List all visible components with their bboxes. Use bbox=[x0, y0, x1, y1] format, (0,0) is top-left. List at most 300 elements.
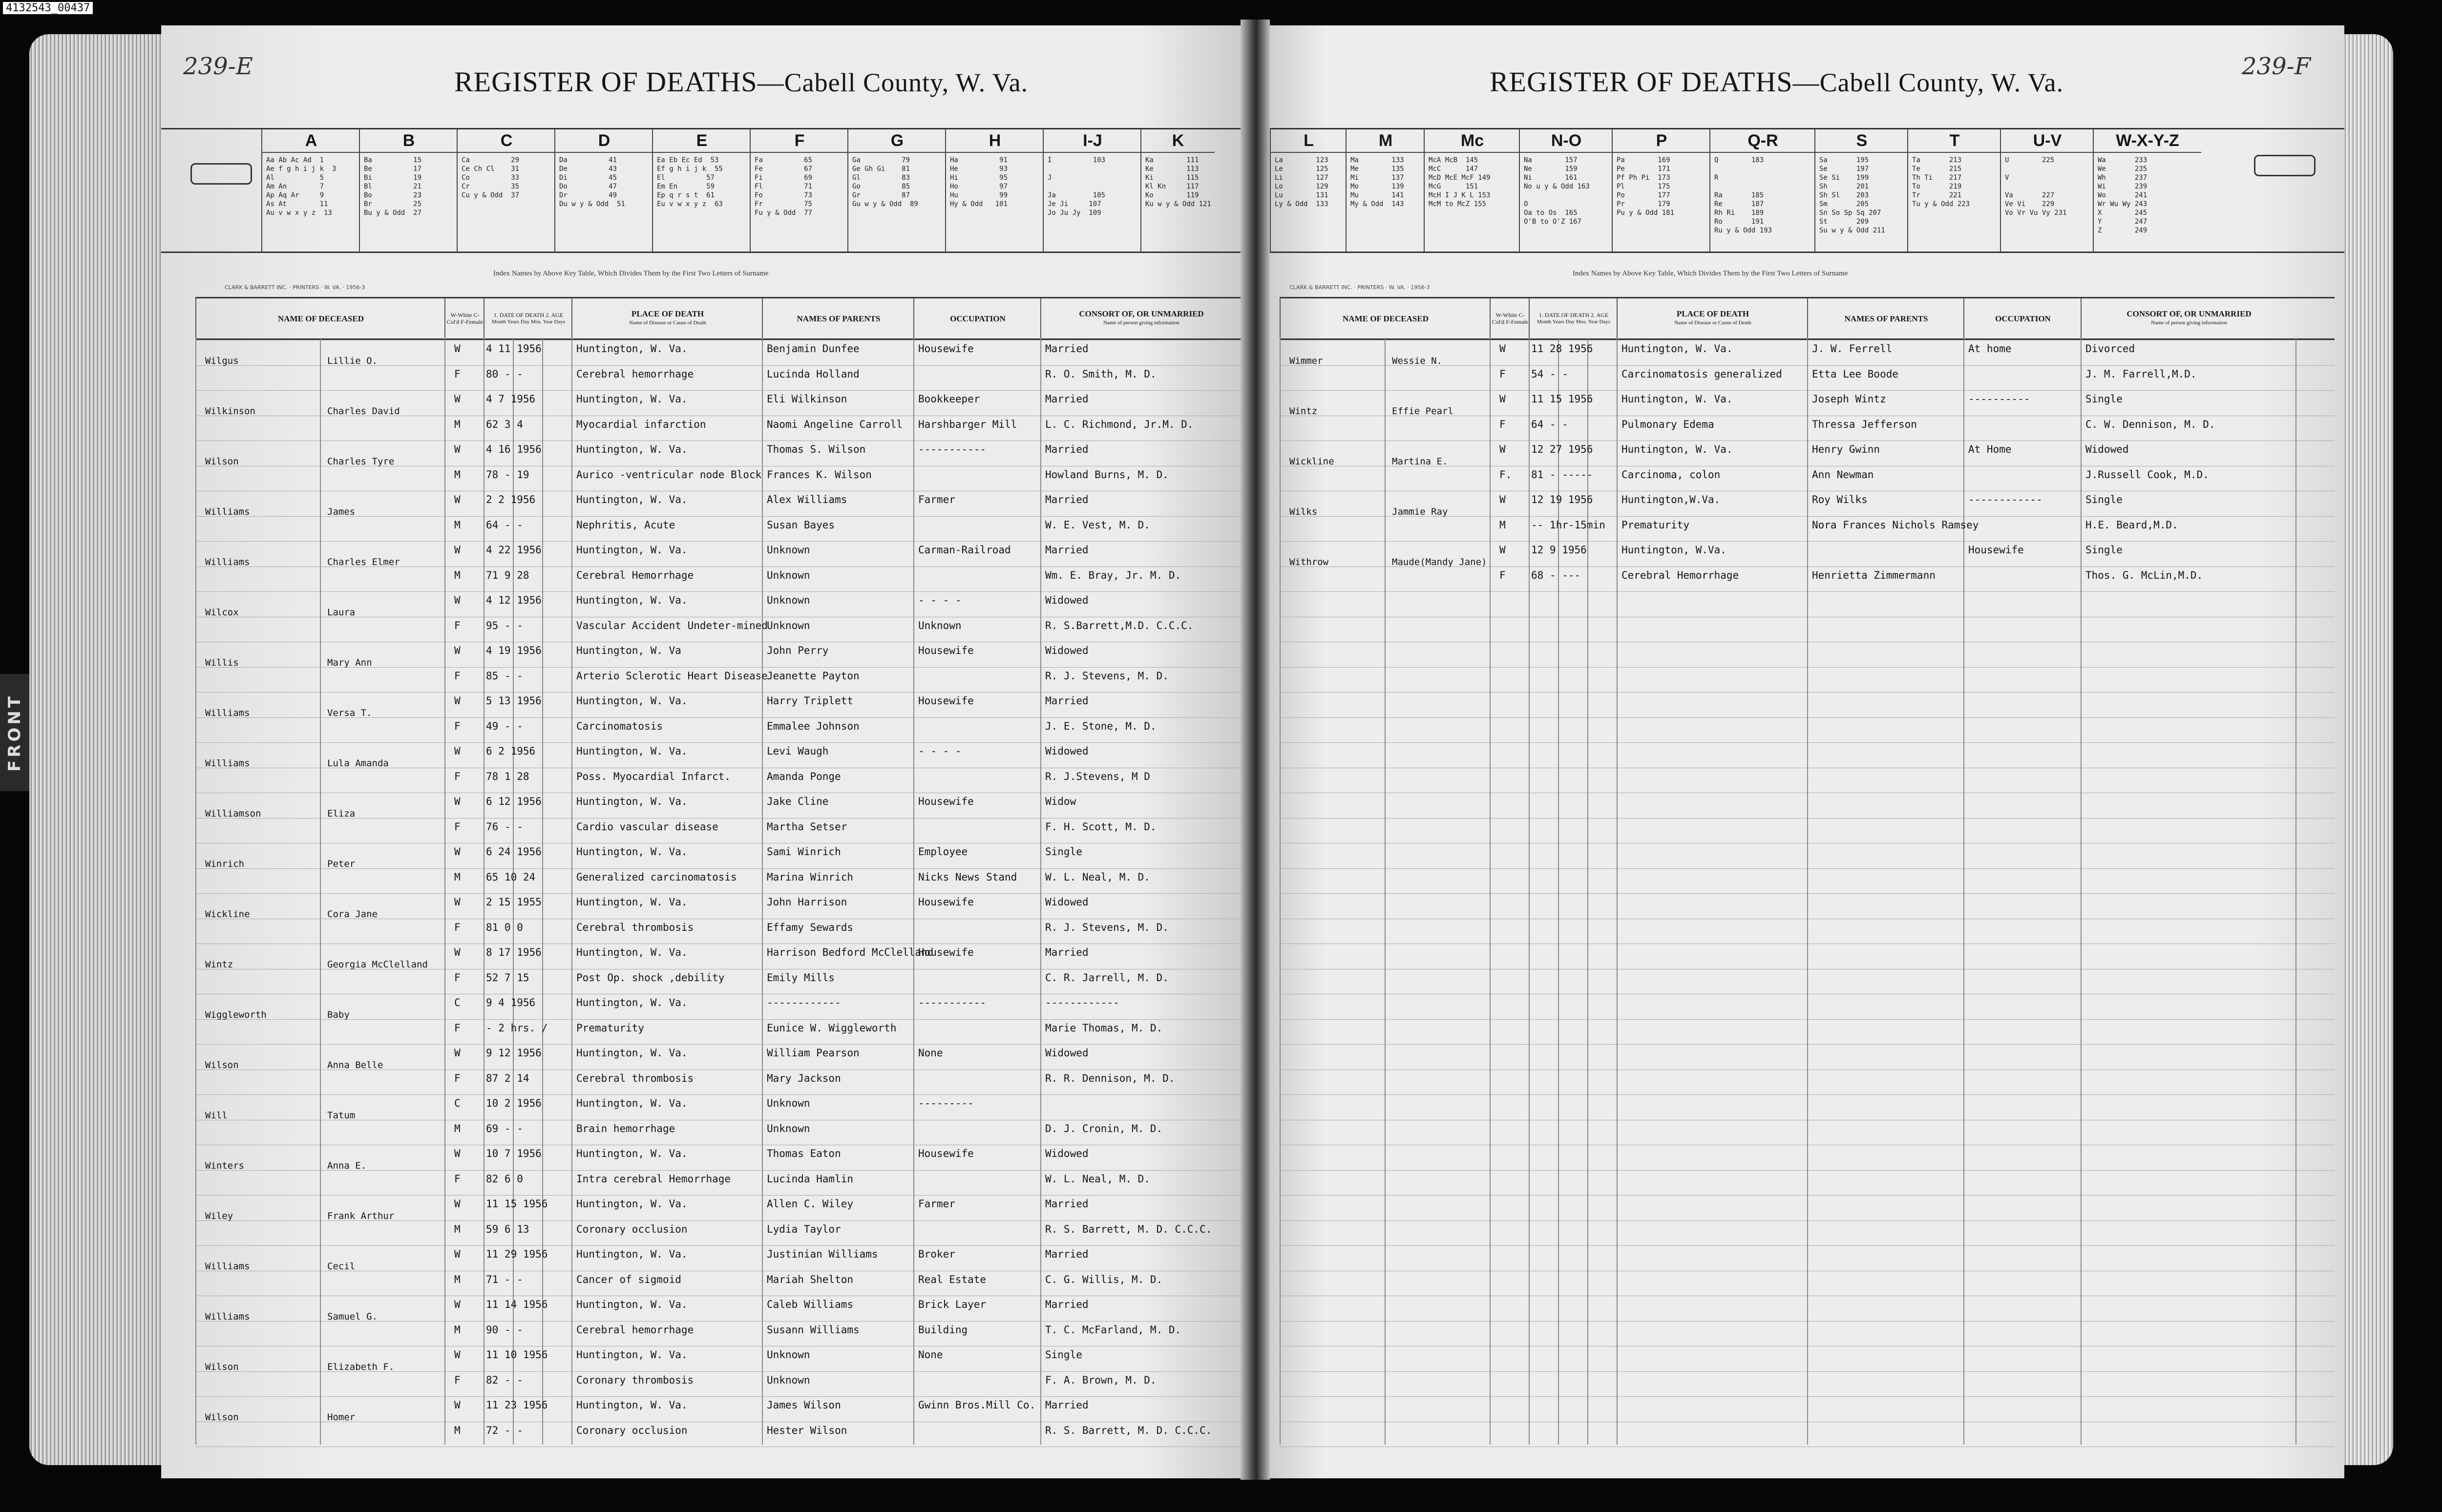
given-name: Charles Tyre bbox=[327, 456, 395, 467]
date-age-value: 76 - - bbox=[486, 820, 523, 833]
color-sex-value: W bbox=[1499, 494, 1506, 505]
occupation-value: None bbox=[918, 1349, 943, 1361]
surname: Wilson bbox=[205, 1411, 239, 1423]
occupation-value: Housewife bbox=[918, 1148, 974, 1159]
occupation-value: Farmer bbox=[918, 1198, 955, 1210]
date-age-value: 11 14 1956 bbox=[486, 1299, 548, 1310]
column-headers bbox=[195, 297, 1241, 340]
date-age-value: 11 29 1956 bbox=[486, 1248, 548, 1260]
parent-name: Ann Newman bbox=[1812, 468, 1874, 481]
color-sex-value: M bbox=[454, 1273, 461, 1285]
marital-status: Married bbox=[1045, 1198, 1089, 1210]
date-age-value: 81 - ----- bbox=[1531, 468, 1593, 481]
given-name: Jammie Ray bbox=[1392, 506, 1448, 517]
marital-status: Divorced bbox=[2085, 343, 2135, 355]
marital-status: Widowed bbox=[1045, 896, 1089, 908]
book-page-edges-right bbox=[2339, 34, 2393, 1465]
col-name-of-deceased-label: NAME OF DECEASED bbox=[1343, 314, 1429, 323]
cause-of-death: Cerebral Hemorrhage bbox=[1621, 569, 1739, 581]
key-column bbox=[945, 129, 1044, 252]
date-age-value: 5 13 1956 bbox=[486, 695, 542, 707]
parent-name: Lucinda Hamlin bbox=[767, 1173, 854, 1185]
color-sex-value: F bbox=[454, 1022, 461, 1034]
date-age-value: 68 - --- bbox=[1531, 569, 1581, 581]
place-of-death: Huntington, W. Va. bbox=[576, 1299, 688, 1310]
parent-name: Susan Bayes bbox=[767, 519, 835, 531]
col-date-of-death-sublabel: Month Years Day Mos. Year Days bbox=[491, 319, 566, 325]
marital-status: Married bbox=[1045, 494, 1089, 505]
key-ranges: Ba 15 Be 17 Bi 19 Bl 21 Bo 23 Br 25 Bu y & Odd 27 bbox=[364, 156, 422, 217]
parent-name: Henrietta Zimmermann bbox=[1812, 569, 1936, 581]
color-sex-value: F bbox=[454, 921, 461, 933]
parent-name: Levi Waugh bbox=[767, 745, 829, 757]
parent-name: Alex Williams bbox=[767, 494, 847, 505]
occupation-value: Housewife bbox=[918, 695, 974, 707]
key-ranges: Da 41 De 43 Di 45 Do 47 Dr 49 Du w y & Odd 51 bbox=[559, 156, 625, 208]
color-sex-value: W bbox=[454, 695, 461, 707]
date-age-value: 11 15 1956 bbox=[486, 1198, 548, 1210]
parent-name: Allen C. Wiley bbox=[767, 1198, 854, 1210]
cause-of-death: Prematurity bbox=[1621, 519, 1690, 531]
given-name: Elizabeth F. bbox=[327, 1361, 395, 1372]
color-sex-value: W bbox=[454, 594, 461, 606]
right-page bbox=[1260, 25, 2344, 1478]
given-name: Versa T. bbox=[327, 707, 372, 718]
key-letter: M bbox=[1347, 129, 1425, 153]
occupation-value: Carman-Railroad bbox=[918, 544, 1011, 556]
given-name: Eliza bbox=[327, 808, 356, 819]
informant-name: J. E. Stone, M. D. bbox=[1045, 720, 1157, 732]
cause-of-death: Cardio vascular disease bbox=[576, 820, 718, 833]
surname: Wintz bbox=[1289, 405, 1318, 417]
date-age-value: 81 0 0 bbox=[486, 921, 523, 933]
marital-status: Married bbox=[1045, 695, 1089, 707]
occupation-value: Gwinn Bros.Mill Co. bbox=[918, 1399, 1036, 1411]
key-letter: T bbox=[1908, 129, 2001, 153]
col-consort bbox=[2081, 298, 2296, 338]
informant-name: R. J. Stevens, M. D. bbox=[1045, 670, 1169, 682]
date-age-value: 87 2 14 bbox=[486, 1072, 529, 1084]
date-age-value: 11 15 1956 bbox=[1531, 393, 1593, 405]
occupation-value: Building bbox=[918, 1323, 968, 1336]
parent-name: Naomi Angeline Carroll bbox=[767, 418, 903, 430]
key-letter: K bbox=[1141, 129, 1215, 153]
color-sex-value: M bbox=[454, 1223, 461, 1235]
marital-status: Married bbox=[1045, 1399, 1089, 1411]
ruling-line bbox=[195, 1245, 1241, 1246]
color-sex-value: F bbox=[454, 820, 461, 833]
date-age-value: 90 - - bbox=[486, 1323, 523, 1336]
cause-of-death: Coronary occlusion bbox=[576, 1223, 688, 1235]
color-sex-value: C bbox=[454, 997, 461, 1008]
color-sex-value: M bbox=[454, 871, 461, 883]
parent-name: Etta Lee Boode bbox=[1812, 368, 1899, 380]
informant-name: R. O. Smith, M. D. bbox=[1045, 368, 1157, 380]
given-name: Laura bbox=[327, 607, 356, 618]
date-age-value: 11 10 1956 bbox=[486, 1349, 548, 1361]
given-name: Cecil bbox=[327, 1260, 356, 1272]
column-rule bbox=[542, 338, 543, 1445]
cause-of-death: Cancer of sigmoid bbox=[576, 1273, 681, 1285]
marital-status: Married bbox=[1045, 1248, 1089, 1260]
column-rule bbox=[1529, 338, 1530, 1445]
date-age-value: 95 - - bbox=[486, 619, 523, 631]
key-letter: E bbox=[653, 129, 751, 153]
key-column bbox=[1709, 129, 1815, 252]
parent-name: Emily Mills bbox=[767, 971, 835, 984]
place-of-death: Huntington, W. Va. bbox=[576, 1349, 688, 1361]
col-date-of-death-sublabel: Month Years Day Mos. Year Days bbox=[1537, 319, 1611, 325]
col-consort-sublabel: Name of person giving information bbox=[2151, 320, 2227, 326]
surname: Withrow bbox=[1289, 556, 1329, 567]
color-sex-value: W bbox=[454, 1248, 461, 1260]
key-column bbox=[1612, 129, 1710, 252]
index-key-table bbox=[161, 128, 1251, 253]
date-age-value: 12 9 1956 bbox=[1531, 544, 1587, 556]
col-place-of-death-sublabel: Name of Disease or Cause of Death bbox=[1674, 320, 1751, 326]
parent-name: Unknown bbox=[767, 1097, 810, 1109]
key-letter: H bbox=[946, 129, 1044, 153]
place-of-death: Huntington, W. Va. bbox=[576, 594, 688, 606]
left-page bbox=[161, 25, 1251, 1478]
ruling-line bbox=[195, 1019, 1241, 1020]
column-rule bbox=[444, 338, 445, 1445]
place-of-death: Huntington, W. Va. bbox=[576, 846, 688, 858]
occupation-value: ---------- bbox=[1968, 393, 2030, 405]
file-id-label: 4132543_00437 bbox=[3, 2, 93, 14]
color-sex-value: M bbox=[454, 1424, 461, 1436]
key-ranges: Ha 91 He 93 Hi 95 Ho 97 Hu 99 Hy & Odd 101 bbox=[950, 156, 1008, 208]
place-of-death: Huntington,W.Va. bbox=[1621, 494, 1721, 505]
surname: Wilcox bbox=[205, 607, 239, 618]
cause-of-death: Pulmonary Edema bbox=[1621, 418, 1714, 430]
marital-status: Married bbox=[1045, 1299, 1089, 1310]
occupation-value: - - - - bbox=[918, 745, 962, 757]
date-age-value: 78 1 28 bbox=[486, 770, 529, 782]
surname: Wiggleworth bbox=[205, 1009, 267, 1020]
book-gutter bbox=[1241, 20, 1270, 1480]
marital-status: Single bbox=[2085, 393, 2123, 405]
cause-of-death: Post Op. shock ,debility bbox=[576, 971, 725, 984]
key-letter: Q-R bbox=[1710, 129, 1815, 153]
color-sex-value: F bbox=[454, 368, 461, 380]
date-age-value: 12 27 1956 bbox=[1531, 443, 1593, 455]
ruling-line bbox=[195, 1044, 1241, 1045]
color-sex-value: M bbox=[454, 1122, 461, 1134]
occupation-value: None bbox=[918, 1047, 943, 1059]
color-sex-value: W bbox=[454, 494, 461, 505]
color-sex-value: M bbox=[454, 569, 461, 581]
color-sex-value: F bbox=[1499, 569, 1506, 581]
cause-of-death: Generalized carcinomatosis bbox=[576, 871, 737, 883]
date-age-value: 78 - 19 bbox=[486, 468, 529, 481]
informant-name: W. L. Neal, M. D. bbox=[1045, 871, 1150, 883]
printer-line: CLARK & BARRETT INC. · PRINTERS · W. VA. · 1956-3 bbox=[225, 284, 365, 291]
parent-name: Jake Cline bbox=[767, 796, 829, 807]
place-of-death: Huntington, W. Va. bbox=[576, 1248, 688, 1260]
surname: Williams bbox=[205, 556, 250, 567]
informant-name: Thos. G. McLin,M.D. bbox=[2085, 569, 2203, 581]
front-tab: FRONT bbox=[0, 674, 29, 791]
key-column bbox=[750, 129, 848, 252]
key-letter: Mc bbox=[1425, 129, 1520, 153]
col-name-of-deceased bbox=[1280, 298, 1491, 338]
key-letter: D bbox=[555, 129, 653, 153]
page-title: REGISTER OF DEATHS—Cabell County, W. Va. bbox=[1490, 66, 2064, 98]
date-age-value: 71 9 28 bbox=[486, 569, 529, 581]
occupation-value: Employee bbox=[918, 846, 968, 858]
place-of-death: Huntington, W. Va. bbox=[576, 544, 688, 556]
parent-name: Jeanette Payton bbox=[767, 670, 860, 682]
surname: Williamson bbox=[205, 808, 261, 819]
surname: Wilks bbox=[1289, 506, 1318, 517]
date-age-value: 4 16 1956 bbox=[486, 443, 542, 455]
cause-of-death: Cerebral hemorrhage bbox=[576, 1323, 694, 1336]
col-consort-sublabel: Name of person giving information bbox=[1103, 320, 1179, 326]
given-name: Tatum bbox=[327, 1110, 356, 1121]
color-sex-value: W bbox=[1499, 443, 1506, 455]
informant-name: R. R. Dennison, M. D. bbox=[1045, 1072, 1175, 1084]
occupation-value: Nicks News Stand bbox=[918, 871, 1017, 883]
color-sex-value: W bbox=[454, 645, 461, 656]
informant-name: C. G. Willis, M. D. bbox=[1045, 1273, 1163, 1285]
color-sex-value: F bbox=[454, 1173, 461, 1185]
cause-of-death: Cerebral thrombosis bbox=[576, 921, 694, 933]
ruling-line bbox=[195, 591, 1241, 592]
col-consort-label: CONSORT OF, OR UNMARRIED bbox=[1079, 309, 1204, 318]
ruling-line bbox=[195, 1396, 1241, 1397]
parent-name: Susann Williams bbox=[767, 1323, 860, 1336]
key-column bbox=[1270, 129, 1347, 252]
color-sex-value: W bbox=[454, 343, 461, 355]
marital-status: Married bbox=[1045, 946, 1089, 958]
date-age-value: 82 6 0 bbox=[486, 1173, 523, 1185]
marital-status: Widowed bbox=[1045, 1047, 1089, 1059]
parent-name: Mariah Shelton bbox=[767, 1273, 854, 1285]
date-age-value: 12 19 1956 bbox=[1531, 494, 1593, 505]
given-name: Anna E. bbox=[327, 1160, 367, 1171]
surname: Wilgus bbox=[205, 355, 239, 366]
cause-of-death: Cerebral Hemorrhage bbox=[576, 569, 694, 581]
parent-name: Mary Jackson bbox=[767, 1072, 841, 1084]
key-letter: A bbox=[262, 129, 360, 153]
date-age-value: 4 7 1956 bbox=[486, 393, 536, 405]
surname: Will bbox=[205, 1110, 228, 1121]
informant-name: Wm. E. Bray, Jr. M. D. bbox=[1045, 569, 1181, 581]
cause-of-death: Carcinomatosis bbox=[576, 720, 663, 732]
color-sex-value: M bbox=[454, 519, 461, 531]
marital-status: Single bbox=[2085, 544, 2123, 556]
date-age-value: -- 1hr-15min bbox=[1531, 519, 1605, 531]
parent-name: Unknown bbox=[767, 594, 810, 606]
key-letter: U-V bbox=[2001, 129, 2094, 153]
date-age-value: 6 2 1956 bbox=[486, 745, 536, 757]
place-of-death: Huntington, W. Va. bbox=[576, 1097, 688, 1109]
parent-name: Sami Winrich bbox=[767, 846, 841, 858]
informant-name: F. A. Brown, M. D. bbox=[1045, 1374, 1157, 1386]
cause-of-death: Vascular Accident Undeter-mined bbox=[576, 619, 768, 631]
color-sex-value: F bbox=[454, 971, 461, 984]
surname: Winrich bbox=[205, 858, 245, 869]
column-rule bbox=[195, 338, 196, 1445]
parent-name: Lucinda Holland bbox=[767, 368, 860, 380]
given-name: Baby bbox=[327, 1009, 350, 1020]
occupation-value: Housewife bbox=[1968, 544, 2024, 556]
col-consort bbox=[1040, 298, 1242, 338]
surname: Williams bbox=[205, 1260, 250, 1272]
ruling-line bbox=[195, 541, 1241, 542]
place-of-death: Huntington, W. Va. bbox=[576, 1148, 688, 1159]
cause-of-death: Intra cerebral Hemorrhage bbox=[576, 1173, 731, 1185]
key-column bbox=[652, 129, 751, 252]
cause-of-death: Carcinoma, colon bbox=[1621, 468, 1721, 481]
given-name: Lula Amanda bbox=[327, 757, 389, 769]
column-rule bbox=[1617, 338, 1618, 1445]
date-age-value: 2 2 1956 bbox=[486, 494, 536, 505]
date-age-value: 82 - - bbox=[486, 1374, 523, 1386]
key-letter: N-O bbox=[1520, 129, 1613, 153]
surname: Wilkinson bbox=[205, 405, 255, 417]
parent-name: James Wilson bbox=[767, 1399, 841, 1411]
parent-name: Joseph Wintz bbox=[1812, 393, 1886, 405]
column-rule bbox=[1807, 338, 1808, 1445]
color-sex-value: W bbox=[454, 544, 461, 556]
place-of-death: Huntington, W. Va. bbox=[576, 695, 688, 707]
key-column bbox=[1043, 129, 1141, 252]
surname: Williams bbox=[205, 757, 250, 769]
color-sex-value: F bbox=[454, 670, 461, 682]
key-column bbox=[847, 129, 946, 252]
informant-name: Howland Burns, M. D. bbox=[1045, 468, 1169, 481]
column-rule bbox=[1490, 338, 1491, 1445]
key-letter: P bbox=[1613, 129, 1710, 153]
key-letter: L bbox=[1271, 129, 1347, 153]
col-place-of-death bbox=[1617, 298, 1808, 338]
parent-name: Unknown bbox=[767, 544, 810, 556]
date-age-value: 10 7 1956 bbox=[486, 1148, 542, 1159]
surname: Wickline bbox=[1289, 456, 1334, 467]
color-sex-value: W bbox=[1499, 393, 1506, 405]
parent-name: Thomas S. Wilson bbox=[767, 443, 866, 455]
parent-name: Thomas Eaton bbox=[767, 1148, 841, 1159]
marital-status: Married bbox=[1045, 393, 1089, 405]
place-of-death: Huntington, W. Va. bbox=[576, 946, 688, 958]
page-number: 239-F bbox=[2242, 53, 2311, 80]
col-occupation bbox=[913, 298, 1041, 338]
page-title: REGISTER OF DEATHS—Cabell County, W. Va. bbox=[454, 66, 1029, 98]
key-ranges: Ma 133 Me 135 Mi 137 Mo 139 Mu 141 My & Odd 143 bbox=[1350, 156, 1404, 208]
date-age-value: 64 - - bbox=[486, 519, 523, 531]
ruling-line bbox=[195, 893, 1241, 894]
informant-name: R. S.Barrett,M.D. C.C.C. bbox=[1045, 619, 1194, 631]
key-column bbox=[1140, 129, 1215, 252]
color-sex-value: W bbox=[454, 1148, 461, 1159]
informant-name: F. H. Scott, M. D. bbox=[1045, 820, 1157, 833]
key-ranges: La 123 Le 125 Li 127 Lo 129 Lu 131 Ly & Odd 133 bbox=[1275, 156, 1328, 208]
color-sex-value: W bbox=[454, 745, 461, 757]
occupation-value: Housewife bbox=[918, 896, 974, 908]
parent-name: Justinian Williams bbox=[767, 1248, 878, 1260]
color-sex-value: W bbox=[454, 1299, 461, 1310]
place-of-death: Huntington, W. Va. bbox=[576, 343, 688, 355]
cause-of-death: Cerebral thrombosis bbox=[576, 1072, 694, 1084]
key-ranges: McA McB 145 McC 147 McD McE McF 149 McG 151 McH I J K L 153 McM to McZ 155 bbox=[1429, 156, 1491, 208]
date-age-value: 4 19 1956 bbox=[486, 645, 542, 656]
informant-name: C. W. Dennison, M. D. bbox=[2085, 418, 2215, 430]
color-sex-value: W bbox=[454, 1198, 461, 1210]
color-sex-value: W bbox=[454, 796, 461, 807]
key-column bbox=[1907, 129, 2001, 252]
occupation-value: - - - - bbox=[918, 594, 962, 606]
parent-name: Lydia Taylor bbox=[767, 1223, 841, 1235]
informant-name: L. C. Richmond, Jr.M. D. bbox=[1045, 418, 1194, 430]
parent-name: Caleb Williams bbox=[767, 1299, 854, 1310]
column-rule bbox=[320, 338, 321, 1445]
printer-line: CLARK & BARRETT INC. · PRINTERS · W. VA. · 1956-3 bbox=[1289, 284, 1430, 291]
parent-name: Unknown bbox=[767, 619, 810, 631]
date-age-value: 8 17 1956 bbox=[486, 946, 542, 958]
color-sex-value: F bbox=[1499, 418, 1506, 430]
parent-name: Emmalee Johnson bbox=[767, 720, 860, 732]
date-age-value: 6 24 1956 bbox=[486, 846, 542, 858]
parent-name: Unknown bbox=[767, 1122, 810, 1134]
col-place-of-death bbox=[571, 298, 763, 338]
place-of-death: Huntington, W. Va. bbox=[576, 1399, 688, 1411]
color-sex-value: M bbox=[454, 418, 461, 430]
color-sex-value: W bbox=[454, 1349, 461, 1361]
color-sex-value: W bbox=[454, 443, 461, 455]
col-color-sex-label: W-White C-Col'd F-Female bbox=[446, 312, 484, 325]
occupation-value: Harshbarger Mill bbox=[918, 418, 1017, 430]
col-occupation-label: OCCUPATION bbox=[1995, 314, 2051, 323]
given-name: Mary Ann bbox=[327, 657, 372, 668]
date-age-value: 11 23 1956 bbox=[486, 1399, 548, 1411]
marital-status: ------------ bbox=[1045, 997, 1119, 1008]
marital-status: Widowed bbox=[1045, 645, 1089, 656]
marital-status: Married bbox=[1045, 343, 1089, 355]
occupation-value: Broker bbox=[918, 1248, 955, 1260]
date-age-value: 9 12 1956 bbox=[486, 1047, 542, 1059]
place-of-death: Huntington, W. Va. bbox=[576, 393, 688, 405]
key-ranges: Wa 233 We 235 Wh 237 Wi 239 Wo 241 Wr Wu Wy 243 X 245 Y 247 Z 249 bbox=[2098, 156, 2147, 234]
col-occupation bbox=[1963, 298, 2082, 338]
surname: Williams bbox=[205, 506, 250, 517]
key-column bbox=[1424, 129, 1520, 252]
index-note: Index Names by Above Key Table, Which Divides Them by the First Two Letters of Surname bbox=[1573, 270, 1848, 277]
occupation-value: ------------ bbox=[1968, 494, 2042, 505]
given-name: Charles Elmer bbox=[327, 556, 400, 567]
occupation-value: Housewife bbox=[918, 645, 974, 656]
key-column bbox=[1814, 129, 1908, 252]
parent-name: Unknown bbox=[767, 1349, 810, 1361]
index-note: Index Names by Above Key Table, Which Divides Them by the First Two Letters of Surname bbox=[493, 270, 769, 277]
occupation-value: At home bbox=[1968, 343, 2012, 355]
given-name: Effie Pearl bbox=[1392, 405, 1453, 417]
column-rule bbox=[2295, 338, 2296, 1445]
given-name: Frank Arthur bbox=[327, 1210, 395, 1221]
col-names-of-parents bbox=[1807, 298, 1964, 338]
date-age-value: 54 - - bbox=[1531, 368, 1568, 380]
cause-of-death: Poss. Myocardial Infarct. bbox=[576, 770, 731, 782]
place-of-death: Huntington, W. Va bbox=[576, 645, 681, 656]
parent-name: Martha Setser bbox=[767, 820, 847, 833]
parent-name: J. W. Ferrell bbox=[1812, 343, 1893, 355]
parent-name: Unknown bbox=[767, 1374, 810, 1386]
parent-name: John Perry bbox=[767, 645, 829, 656]
parent-name: Benjamin Dunfee bbox=[767, 343, 860, 355]
color-sex-value: W bbox=[1499, 544, 1506, 556]
page-number: 239-E bbox=[183, 53, 253, 80]
